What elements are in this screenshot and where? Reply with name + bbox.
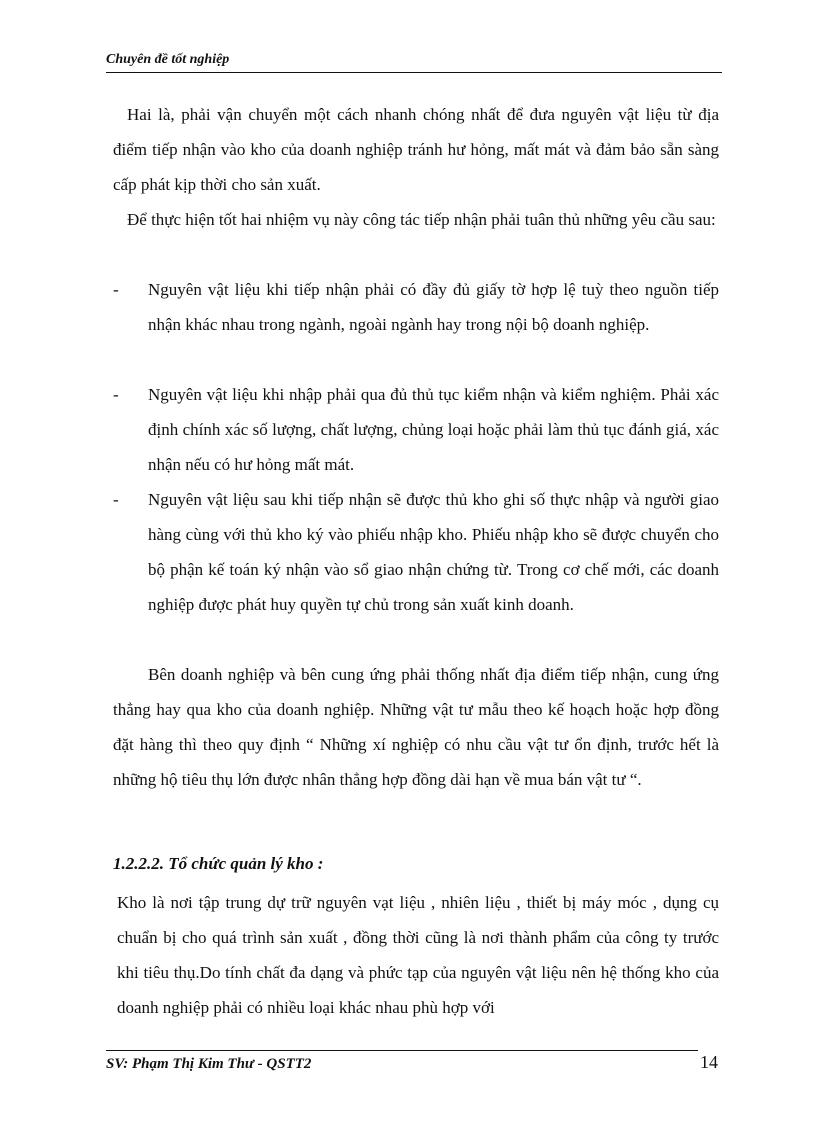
bullet-dash: -	[113, 385, 119, 404]
bullet-item-1	[113, 272, 719, 342]
page-header-title: Chuyên đề tốt nghiệp	[106, 52, 230, 67]
bullet-item-3	[113, 482, 719, 622]
bullet-text: Nguyên vật liệu khi nhập phải qua đủ thủ tục kiểm nhận và kiểm nghiệm. Phải xác định chính xác số lượng, chất lượng, chủng loại hoặc phải làm thủ tục đánh giá, xác nhận nếu có hư hỏng mất mát.	[148, 385, 719, 474]
bullet-dash: -	[113, 490, 119, 509]
section-heading: 1.2.2.2. Tổ chức quản lý kho :	[113, 854, 324, 873]
paragraph-2: Để thực hiện tốt hai nhiệm vụ này công tác tiếp nhận phải tuân thủ những yêu cầu sau:	[127, 210, 716, 229]
footer-divider	[106, 1050, 698, 1051]
bullet-text: Nguyên vật liệu sau khi tiếp nhận sẽ được thủ kho ghi số thực nhập và người giao hàng cùng với thủ kho ký vào phiếu nhập kho. Phiếu nhập kho sẽ được chuyển cho bộ phận kế toán ký nhận vào sổ giao nhận chứng từ. Trong cơ chế mới, các doanh nghiệp được phát huy quyền tự chủ trong sản xuất kinh doanh.	[148, 490, 719, 614]
paragraph-1: Hai là, phải vận chuyển một cách nhanh chóng nhất để đưa nguyên vật liệu từ địa điểm tiếp nhận vào kho của doanh nghiệp tránh hư hỏng, mất mát và đảm bảo sẵn sàng cấp phát kịp thời cho sản xuất.	[113, 105, 719, 194]
footer-author: SV: Phạm Thị Kim Thư - QSTT2	[106, 1056, 312, 1072]
header-divider	[106, 72, 722, 73]
bullet-item-2	[113, 377, 719, 482]
bullet-dash: -	[113, 280, 119, 299]
page-number: 14	[700, 1052, 718, 1072]
paragraph-3: Bên doanh nghiệp và bên cung ứng phải thống nhất địa điểm tiếp nhận, cung ứng thẳng hay qua kho của doanh nghiệp. Những vật tư mẫu theo kế hoạch hoặc hợp đồng đặt hàng thì theo quy định “ Những xí nghiệp có nhu cầu vật tư ổn định, trước hết là những hộ tiêu thụ lớn được nhân thẳng hợp đồng dài hạn về mua bán vật tư “.	[113, 665, 719, 789]
bullet-text: Nguyên vật liệu khi tiếp nhận phải có đầy đủ giấy tờ hợp lệ tuỳ theo nguồn tiếp nhận khác nhau trong ngành, ngoài ngành hay trong nội bộ doanh nghiệp.	[148, 280, 719, 334]
paragraph-4: Kho là nơi tập trung dự trữ nguyên vạt liệu , nhiên liệu , thiết bị máy móc , dụng cụ chuẩn bị cho quá trình sản xuất , đồng thời cũng là nơi thành phẩm của công ty trước khi tiêu thụ.Do tính chất đa dạng và phức tạp của nguyên vật liệu nên hệ thống kho của doanh nghiệp phải có nhiều loại khác nhau phù hợp với	[117, 893, 719, 1017]
